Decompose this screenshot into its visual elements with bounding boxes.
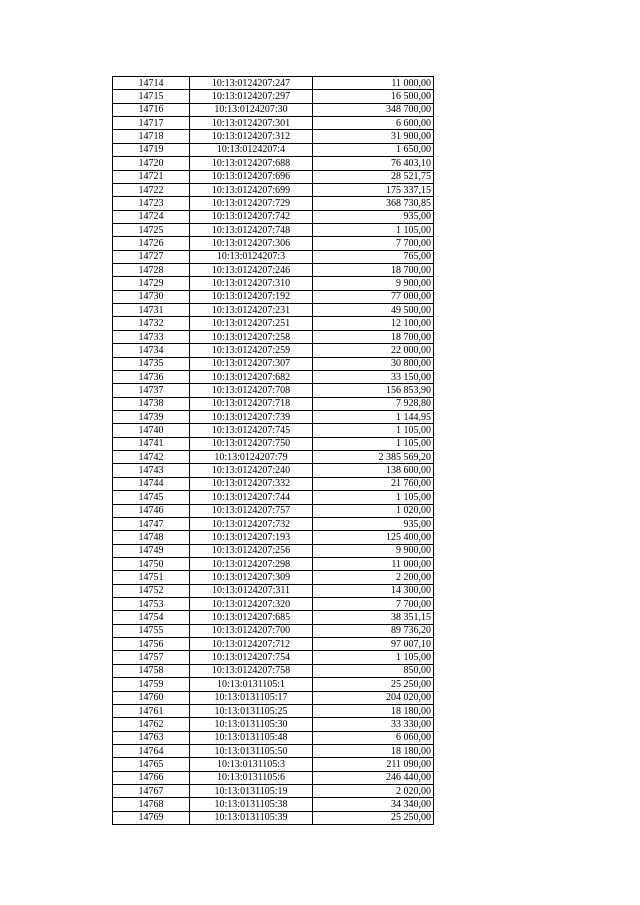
- cadastral-number-cell: 10:13:0124207:696: [190, 170, 313, 183]
- cadastral-number-cell: 10:13:0124207:732: [190, 517, 313, 530]
- table-row: [113, 811, 434, 824]
- table-row: [113, 103, 434, 116]
- value-cell: 1 144,95: [313, 410, 434, 423]
- cadastral-number-cell: 10:13:0124207:745: [190, 424, 313, 437]
- row-number-cell: 14762: [113, 718, 190, 731]
- row-number-cell: 14744: [113, 477, 190, 490]
- row-number-cell: 14734: [113, 344, 190, 357]
- cadastral-number-cell: 10:13:0124207:332: [190, 477, 313, 490]
- value-cell: 14 300,00: [313, 584, 434, 597]
- value-cell: 34 340,00: [313, 798, 434, 811]
- row-number-cell: 14759: [113, 678, 190, 691]
- cadastral-number-cell: 10:13:0124207:708: [190, 384, 313, 397]
- cadastral-number-cell: 10:13:0124207:246: [190, 264, 313, 277]
- value-cell: 6 060,00: [313, 731, 434, 744]
- table-row: [113, 130, 434, 143]
- cadastral-number-cell: 10:13:0124207:739: [190, 410, 313, 423]
- value-cell: 1 105,00: [313, 491, 434, 504]
- cadastral-number-cell: 10:13:0124207:297: [190, 90, 313, 103]
- table-row: [113, 758, 434, 771]
- table-row: [113, 477, 434, 490]
- table-row: [113, 798, 434, 811]
- value-cell: 1 020,00: [313, 504, 434, 517]
- table-row: [113, 584, 434, 597]
- cadastral-number-cell: 10:13:0124207:259: [190, 344, 313, 357]
- cadastral-number-cell: 10:13:0124207:754: [190, 651, 313, 664]
- cadastral-number-cell: 10:13:0124207:700: [190, 624, 313, 637]
- value-cell: 28 521,75: [313, 170, 434, 183]
- table-row: [113, 718, 434, 731]
- table-row: [113, 264, 434, 277]
- cadastral-number-cell: 10:13:0124207:718: [190, 397, 313, 410]
- value-cell: 6 600,00: [313, 117, 434, 130]
- value-cell: 138 600,00: [313, 464, 434, 477]
- value-cell: 211 090,00: [313, 758, 434, 771]
- cadastral-number-cell: 10:13:0131105:6: [190, 771, 313, 784]
- value-cell: 33 150,00: [313, 370, 434, 383]
- value-cell: 16 500,00: [313, 90, 434, 103]
- cadastral-number-cell: 10:13:0124207:258: [190, 330, 313, 343]
- value-cell: 2 385 569,20: [313, 451, 434, 464]
- cadastral-number-cell: 10:13:0131105:19: [190, 785, 313, 798]
- table-row: [113, 277, 434, 290]
- cadastral-number-cell: 10:13:0124207:688: [190, 157, 313, 170]
- row-number-cell: 14751: [113, 571, 190, 584]
- value-cell: 368 730,85: [313, 197, 434, 210]
- value-cell: 1 105,00: [313, 437, 434, 450]
- table-row: [113, 90, 434, 103]
- value-cell: 7 700,00: [313, 237, 434, 250]
- table-row: [113, 785, 434, 798]
- value-cell: 12 100,00: [313, 317, 434, 330]
- cadastral-number-cell: 10:13:0131105:3: [190, 758, 313, 771]
- cadastral-number-cell: 10:13:0131105:25: [190, 704, 313, 717]
- row-number-cell: 14755: [113, 624, 190, 637]
- row-number-cell: 14722: [113, 183, 190, 196]
- row-number-cell: 14756: [113, 638, 190, 651]
- row-number-cell: 14758: [113, 664, 190, 677]
- table-row: [113, 611, 434, 624]
- row-number-cell: 14741: [113, 437, 190, 450]
- cadastral-number-cell: 10:13:0124207:306: [190, 237, 313, 250]
- cadastral-number-cell: 10:13:0131105:48: [190, 731, 313, 744]
- value-cell: 9 900,00: [313, 544, 434, 557]
- table-row: [113, 704, 434, 717]
- row-number-cell: 14743: [113, 464, 190, 477]
- table-row: [113, 210, 434, 223]
- table-row: [113, 223, 434, 236]
- row-number-cell: 14745: [113, 491, 190, 504]
- value-cell: 49 500,00: [313, 304, 434, 317]
- value-cell: 246 440,00: [313, 771, 434, 784]
- value-cell: 9 900,00: [313, 277, 434, 290]
- cadastral-number-cell: 10:13:0124207:192: [190, 290, 313, 303]
- table-row: [113, 651, 434, 664]
- cadastral-number-cell: 10:13:0124207:682: [190, 370, 313, 383]
- value-cell: 31 900,00: [313, 130, 434, 143]
- value-cell: 1 105,00: [313, 424, 434, 437]
- value-cell: 125 400,00: [313, 531, 434, 544]
- cadastral-number-cell: 10:13:0131105:17: [190, 691, 313, 704]
- cadastral-number-cell: 10:13:0124207:758: [190, 664, 313, 677]
- table-row: [113, 771, 434, 784]
- table-row: [113, 424, 434, 437]
- table-row: [113, 370, 434, 383]
- table-row: [113, 317, 434, 330]
- value-cell: 204 020,00: [313, 691, 434, 704]
- value-cell: 850,00: [313, 664, 434, 677]
- table-row: [113, 250, 434, 263]
- row-number-cell: 14768: [113, 798, 190, 811]
- table-row: [113, 157, 434, 170]
- value-cell: 7 700,00: [313, 598, 434, 611]
- value-cell: 1 105,00: [313, 223, 434, 236]
- table-row: [113, 517, 434, 530]
- row-number-cell: 14721: [113, 170, 190, 183]
- table-row: [113, 344, 434, 357]
- value-cell: 11 000,00: [313, 77, 434, 90]
- cadastral-number-cell: 10:13:0124207:247: [190, 77, 313, 90]
- cadastral-number-cell: 10:13:0131105:38: [190, 798, 313, 811]
- table-row: [113, 170, 434, 183]
- table-row: [113, 571, 434, 584]
- cadastral-number-cell: 10:13:0124207:311: [190, 584, 313, 597]
- cadastral-number-cell: 10:13:0124207:699: [190, 183, 313, 196]
- table-row: [113, 464, 434, 477]
- row-number-cell: 14733: [113, 330, 190, 343]
- value-cell: 25 250,00: [313, 811, 434, 824]
- value-cell: 89 736,20: [313, 624, 434, 637]
- table-row: [113, 544, 434, 557]
- row-number-cell: 14731: [113, 304, 190, 317]
- row-number-cell: 14723: [113, 197, 190, 210]
- row-number-cell: 14716: [113, 103, 190, 116]
- table-row: [113, 451, 434, 464]
- row-number-cell: 14752: [113, 584, 190, 597]
- row-number-cell: 14737: [113, 384, 190, 397]
- table-row: [113, 531, 434, 544]
- value-cell: 2 020,00: [313, 785, 434, 798]
- cadastral-number-cell: 10:13:0124207:742: [190, 210, 313, 223]
- row-number-cell: 14720: [113, 157, 190, 170]
- cadastral-number-cell: 10:13:0124207:757: [190, 504, 313, 517]
- row-number-cell: 14719: [113, 143, 190, 156]
- cadastral-number-cell: 10:13:0124207:193: [190, 531, 313, 544]
- cadastral-number-cell: 10:13:0124207:251: [190, 317, 313, 330]
- cadastral-number-cell: 10:13:0124207:231: [190, 304, 313, 317]
- table-row: [113, 638, 434, 651]
- row-number-cell: 14750: [113, 557, 190, 570]
- table-row: [113, 744, 434, 757]
- row-number-cell: 14767: [113, 785, 190, 798]
- table-row: [113, 678, 434, 691]
- cadastral-number-cell: 10:13:0124207:312: [190, 130, 313, 143]
- cadastral-number-cell: 10:13:0124207:307: [190, 357, 313, 370]
- row-number-cell: 14740: [113, 424, 190, 437]
- value-cell: 76 403,10: [313, 157, 434, 170]
- row-number-cell: 14726: [113, 237, 190, 250]
- value-cell: 935,00: [313, 210, 434, 223]
- row-number-cell: 14766: [113, 771, 190, 784]
- table-row: [113, 491, 434, 504]
- cadastral-number-cell: 10:13:0124207:750: [190, 437, 313, 450]
- row-number-cell: 14742: [113, 451, 190, 464]
- value-cell: 18 180,00: [313, 744, 434, 757]
- row-number-cell: 14764: [113, 744, 190, 757]
- cadastral-number-cell: 10:13:0131105:1: [190, 678, 313, 691]
- table-row: [113, 624, 434, 637]
- row-number-cell: 14715: [113, 90, 190, 103]
- row-number-cell: 14717: [113, 117, 190, 130]
- cadastral-number-cell: 10:13:0131105:50: [190, 744, 313, 757]
- cadastral-number-cell: 10:13:0131105:30: [190, 718, 313, 731]
- value-cell: 25 250,00: [313, 678, 434, 691]
- row-number-cell: 14725: [113, 223, 190, 236]
- value-cell: 18 700,00: [313, 330, 434, 343]
- row-number-cell: 14714: [113, 77, 190, 90]
- row-number-cell: 14757: [113, 651, 190, 664]
- value-cell: 1 105,00: [313, 651, 434, 664]
- value-cell: 11 000,00: [313, 557, 434, 570]
- value-cell: 348 700,00: [313, 103, 434, 116]
- table-row: [113, 397, 434, 410]
- table-row: [113, 437, 434, 450]
- row-number-cell: 14718: [113, 130, 190, 143]
- row-number-cell: 14738: [113, 397, 190, 410]
- value-cell: 765,00: [313, 250, 434, 263]
- row-number-cell: 14732: [113, 317, 190, 330]
- cadastral-number-cell: 10:13:0124207:240: [190, 464, 313, 477]
- table-row: [113, 77, 434, 90]
- table-row: [113, 143, 434, 156]
- row-number-cell: 14769: [113, 811, 190, 824]
- row-number-cell: 14760: [113, 691, 190, 704]
- value-cell: 18 180,00: [313, 704, 434, 717]
- row-number-cell: 14747: [113, 517, 190, 530]
- row-number-cell: 14746: [113, 504, 190, 517]
- cadastral-number-cell: 10:13:0124207:301: [190, 117, 313, 130]
- cadastral-number-cell: 10:13:0124207:30: [190, 103, 313, 116]
- table-row: [113, 664, 434, 677]
- cadastral-number-cell: 10:13:0124207:729: [190, 197, 313, 210]
- cadastral-number-cell: 10:13:0124207:79: [190, 451, 313, 464]
- row-number-cell: 14754: [113, 611, 190, 624]
- row-number-cell: 14735: [113, 357, 190, 370]
- table-row: [113, 330, 434, 343]
- value-cell: 30 800,00: [313, 357, 434, 370]
- row-number-cell: 14730: [113, 290, 190, 303]
- cadastral-number-cell: 10:13:0124207:298: [190, 557, 313, 570]
- table-row: [113, 290, 434, 303]
- table-row: [113, 304, 434, 317]
- value-cell: 38 351,15: [313, 611, 434, 624]
- table-row: [113, 557, 434, 570]
- table-row: [113, 197, 434, 210]
- value-cell: 21 760,00: [313, 477, 434, 490]
- value-cell: 18 700,00: [313, 264, 434, 277]
- cadastral-number-cell: 10:13:0124207:310: [190, 277, 313, 290]
- value-cell: 175 337,15: [313, 183, 434, 196]
- row-number-cell: 14749: [113, 544, 190, 557]
- value-cell: 97 007,10: [313, 638, 434, 651]
- row-number-cell: 14724: [113, 210, 190, 223]
- row-number-cell: 14753: [113, 598, 190, 611]
- row-number-cell: 14736: [113, 370, 190, 383]
- table-row: [113, 237, 434, 250]
- row-number-cell: 14729: [113, 277, 190, 290]
- table-row: [113, 691, 434, 704]
- cadastral-number-cell: 10:13:0124207:748: [190, 223, 313, 236]
- row-number-cell: 14761: [113, 704, 190, 717]
- row-number-cell: 14728: [113, 264, 190, 277]
- row-number-cell: 14765: [113, 758, 190, 771]
- table-row: [113, 410, 434, 423]
- row-number-cell: 14763: [113, 731, 190, 744]
- table-row: [113, 384, 434, 397]
- row-number-cell: 14739: [113, 410, 190, 423]
- cadastral-number-cell: 10:13:0124207:256: [190, 544, 313, 557]
- value-cell: 1 650,00: [313, 143, 434, 156]
- table-row: [113, 183, 434, 196]
- table-row: [113, 731, 434, 744]
- row-number-cell: 14727: [113, 250, 190, 263]
- cadastral-number-cell: 10:13:0131105:39: [190, 811, 313, 824]
- cadastral-number-cell: 10:13:0124207:3: [190, 250, 313, 263]
- cadastral-number-cell: 10:13:0124207:685: [190, 611, 313, 624]
- row-number-cell: 14748: [113, 531, 190, 544]
- value-cell: 2 200,00: [313, 571, 434, 584]
- cadastral-number-cell: 10:13:0124207:4: [190, 143, 313, 156]
- cadastral-number-cell: 10:13:0124207:712: [190, 638, 313, 651]
- cadastral-number-cell: 10:13:0124207:309: [190, 571, 313, 584]
- value-cell: 156 853,90: [313, 384, 434, 397]
- table-row: [113, 598, 434, 611]
- cadastral-number-cell: 10:13:0124207:320: [190, 598, 313, 611]
- value-cell: 33 330,00: [313, 718, 434, 731]
- table-row: [113, 504, 434, 517]
- cadastral-value-table: [112, 76, 434, 825]
- value-cell: 22 000,00: [313, 344, 434, 357]
- value-cell: 935,00: [313, 517, 434, 530]
- table-body: [113, 77, 434, 825]
- table-row: [113, 357, 434, 370]
- cadastral-number-cell: 10:13:0124207:744: [190, 491, 313, 504]
- table-row: [113, 117, 434, 130]
- value-cell: 7 928,80: [313, 397, 434, 410]
- value-cell: 77 000,00: [313, 290, 434, 303]
